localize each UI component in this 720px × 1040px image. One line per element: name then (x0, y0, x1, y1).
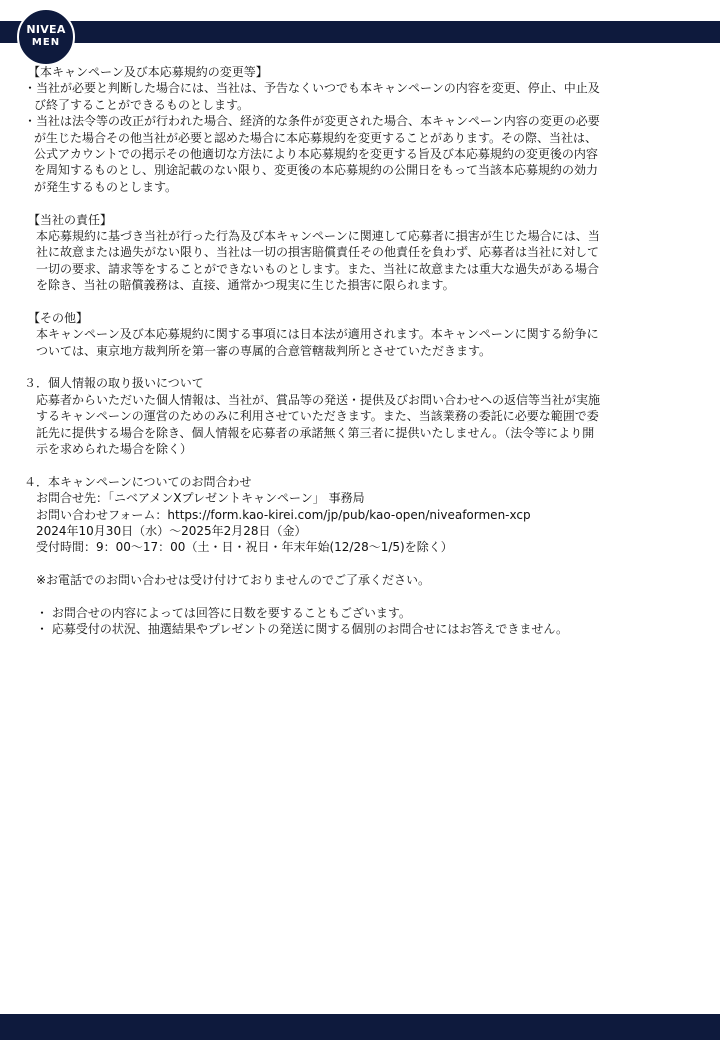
change-bullet-2-line-2: が生じた場合その他当社が必要と認めた場合に本応募規約を変更することがあります。その際、当社は、 (34, 130, 598, 145)
change-bullet-1-line-1: ・当社が必要と判断した場合には、当社は、予告なくいつでも本キャンペーンの内容を変更、停止、中止及 (24, 81, 600, 96)
liability-line-3: 一切の要求、請求等をすることができないものとします。また、当社に故意または重大な過失がある場合 (36, 261, 600, 276)
terms-content (24, 64, 700, 638)
nivea-men-logo (17, 8, 75, 66)
privacy-line-2: するキャンペーンの運営のためのみに利用させていただきます。また、当該業務の委託に必要な範囲で委 (36, 409, 599, 424)
contact-hours: 受付時間：9：00～17：00（土・日・祝日・年末年始(12/28～1/5)を除く） (36, 540, 453, 555)
change-bullet-2-line-1: ・当社は法令等の改正が行われた場合、経済的な条件が変更された場合、本キャンペーン内容の変更の必要 (24, 114, 600, 129)
section-title-contact: ４．本キャンペーンについてのお問合わせ (24, 474, 252, 489)
change-bullet-2-line-4: を周知するものとし、別途記載のない限り、変更後の本応募規約の公開日をもって当該本応募規約の効力 (34, 163, 599, 178)
section-title-privacy: ３．個人情報の取り扱いについて (24, 376, 204, 391)
change-bullet-2-line-3: 公式アカウントでの掲示その他適切な方法により本応募規約を変更する旨及び本応募規約の変更後の内容 (34, 146, 598, 161)
other-line-2: ついては、東京地方裁判所を第一審の専属的合意管轄裁判所とさせていただきます。 (36, 343, 492, 358)
liability-line-2: 社に故意または過失がない限り、当社は一切の損害賠償責任その他責任を負わず、応募者は当社に対して (36, 245, 600, 260)
liability-line-4: を除き、当社の賠償義務は、直接、通常かつ現実に生じた損害に限られます。 (36, 278, 455, 293)
other-line-1: 本キャンペーン及び本応募規約に関する事項には日本法が適用されます。本キャンペーンに関する紛争に (36, 327, 599, 342)
contact-office: お問合せ先：「ニベアメンXプレゼントキャンペーン」 事務局 (36, 491, 365, 506)
header-bar (0, 21, 720, 43)
privacy-line-4: 示を求められた場合を除く） (36, 441, 193, 456)
contact-bullet-2: ・ 応募受付の状況、抽選結果やプレゼントの発送に関する個別のお問合せにはお答えできません。 (36, 622, 569, 637)
section-title-other: 【その他】 (28, 310, 89, 325)
section-title-change: 【本キャンペーン及び本応募規約の変更等】 (28, 65, 268, 79)
contact-form-url[interactable]: お問い合わせフォーム：https://form.kao-kirei.com/jp/pub/kao-open/niveaformen-xcp (36, 507, 531, 522)
change-bullet-2-line-5: が発生するものとします。 (34, 179, 178, 194)
privacy-line-3: 託先に提供する場合を除き、個人情報を応募者の承諾無く第三者に提供いたしません。（法令等により開 (36, 425, 595, 440)
liability-line-1: 本応募規約に基づき当社が行った行為及び本キャンペーンに関連して応募者に損害が生じた場合には、当 (36, 228, 600, 243)
section-title-liability: 【当社の責任】 (28, 212, 113, 227)
footer-bar (0, 1014, 720, 1040)
logo-text-men: MEN (31, 37, 61, 48)
contact-phone-note: ※お電話でのお問い合わせは受け付けておりませんのでご了承ください。 (36, 573, 431, 588)
change-bullet-1-line-2: び終了することができるものとします。 (34, 97, 250, 112)
contact-bullet-1: ・ お問合せの内容によっては回答に日数を要することもございます。 (36, 605, 411, 620)
privacy-line-1: 応募者からいただいた個人情報は、当社が、賞品等の発送・提供及びお問い合わせへの返信等当社が実施 (36, 392, 601, 407)
logo-text-nivea: NIVEA (26, 23, 66, 36)
contact-period: 2024年10月30日（水）～2025年2月28日（金） (36, 523, 307, 538)
